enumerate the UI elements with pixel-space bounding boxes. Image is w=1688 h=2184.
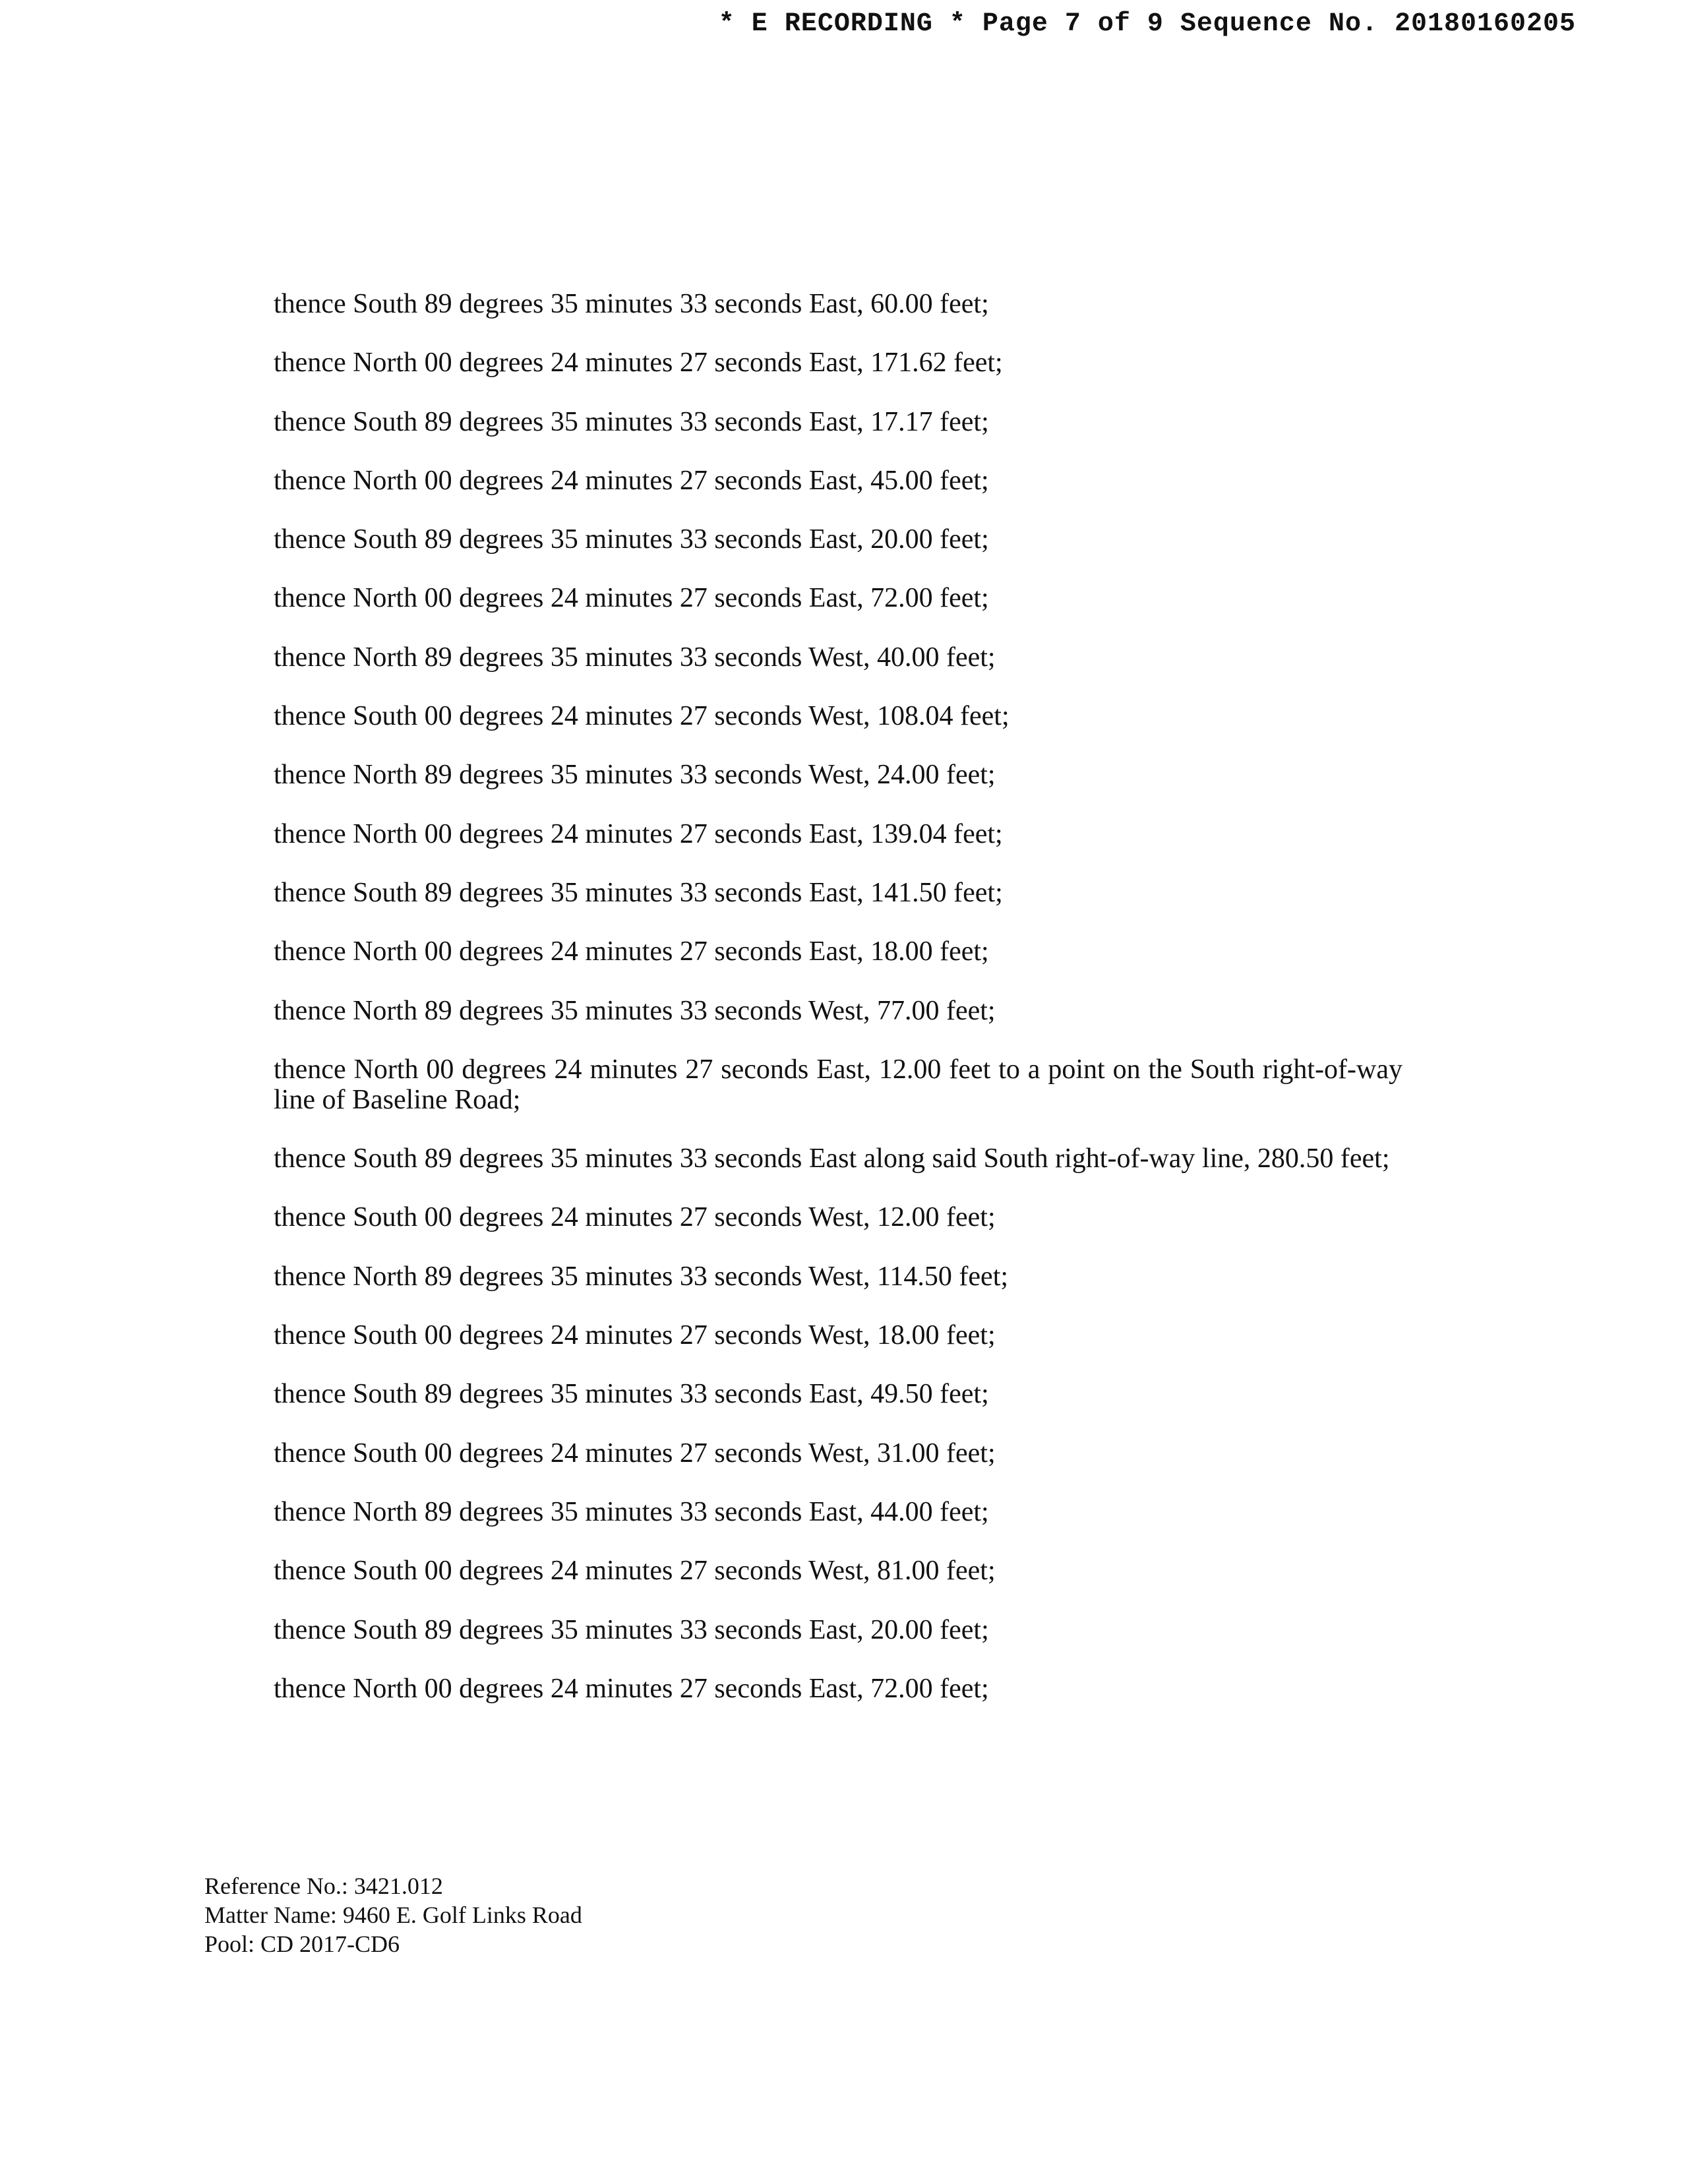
course-line: thence South 89 degrees 35 minutes 33 seconds East, 49.50 feet; — [274, 1379, 989, 1410]
course-line: thence South 89 degrees 35 minutes 33 seconds East, 20.00 feet; — [274, 1614, 989, 1645]
course-line: thence North 89 degrees 35 minutes 33 seconds East, 44.00 feet; — [274, 1496, 989, 1527]
recording-header: * E RECORDING * Page 7 of 9 Sequence No. 20180160205 — [718, 9, 1576, 39]
course-line: thence North 00 degrees 24 minutes 27 seconds East, 72.00 feet; — [274, 1673, 989, 1704]
matter-name: Matter Name: 9460 E. Golf Links Road — [204, 1902, 582, 1928]
reference-number: Reference No.: 3421.012 — [204, 1873, 443, 1899]
course-line: thence North 00 degrees 24 minutes 27 seconds East, 18.00 feet; — [274, 936, 989, 967]
pool-name: Pool: CD 2017-CD6 — [204, 1931, 400, 1957]
reference-footer — [204, 1871, 582, 1958]
course-line: thence North 89 degrees 35 minutes 33 seconds West, 114.50 feet; — [274, 1261, 1009, 1292]
course-line: thence North 89 degrees 35 minutes 33 seconds West, 24.00 feet; — [274, 760, 996, 791]
course-line: thence South 89 degrees 35 minutes 33 seconds East, 17.17 feet; — [274, 406, 989, 437]
course-line: thence South 00 degrees 24 minutes 27 seconds West, 18.00 feet; — [274, 1320, 996, 1351]
course-line: thence South 89 degrees 35 minutes 33 seconds East along said South right-of-way line, 280.50 feet; — [274, 1143, 1390, 1174]
course-line: thence South 00 degrees 24 minutes 27 seconds West, 81.00 feet; — [274, 1556, 996, 1587]
course-line: thence South 00 degrees 24 minutes 27 seconds West, 31.00 feet; — [274, 1438, 996, 1469]
course-line: thence North 00 degrees 24 minutes 27 seconds East, 171.62 feet; — [274, 348, 1003, 379]
course-line: thence North 89 degrees 35 minutes 33 seconds West, 77.00 feet; — [274, 995, 996, 1026]
course-line: thence South 89 degrees 35 minutes 33 seconds East, 20.00 feet; — [274, 524, 989, 555]
course-line: thence South 89 degrees 35 minutes 33 seconds East, 141.50 feet; — [274, 877, 1003, 908]
course-line: thence North 89 degrees 35 minutes 33 seconds West, 40.00 feet; — [274, 642, 996, 673]
legal-description-courses — [274, 289, 1402, 1732]
course-line: thence South 89 degrees 35 minutes 33 seconds East, 60.00 feet; — [274, 289, 989, 319]
course-line: thence South 00 degrees 24 minutes 27 seconds West, 108.04 feet; — [274, 701, 1010, 732]
course-line: thence North 00 degrees 24 minutes 27 seconds East, 72.00 feet; — [274, 583, 989, 614]
course-line: thence North 00 degrees 24 minutes 27 seconds East, 139.04 feet; — [274, 818, 1003, 849]
course-line: thence North 00 degrees 24 minutes 27 seconds East, 45.00 feet; — [274, 465, 989, 496]
course-line: thence South 00 degrees 24 minutes 27 seconds West, 12.00 feet; — [274, 1202, 996, 1233]
course-line: thence North 00 degrees 24 minutes 27 seconds East, 12.00 feet to a point on the South right-of-way line of Baseline Road; — [274, 1054, 1402, 1115]
